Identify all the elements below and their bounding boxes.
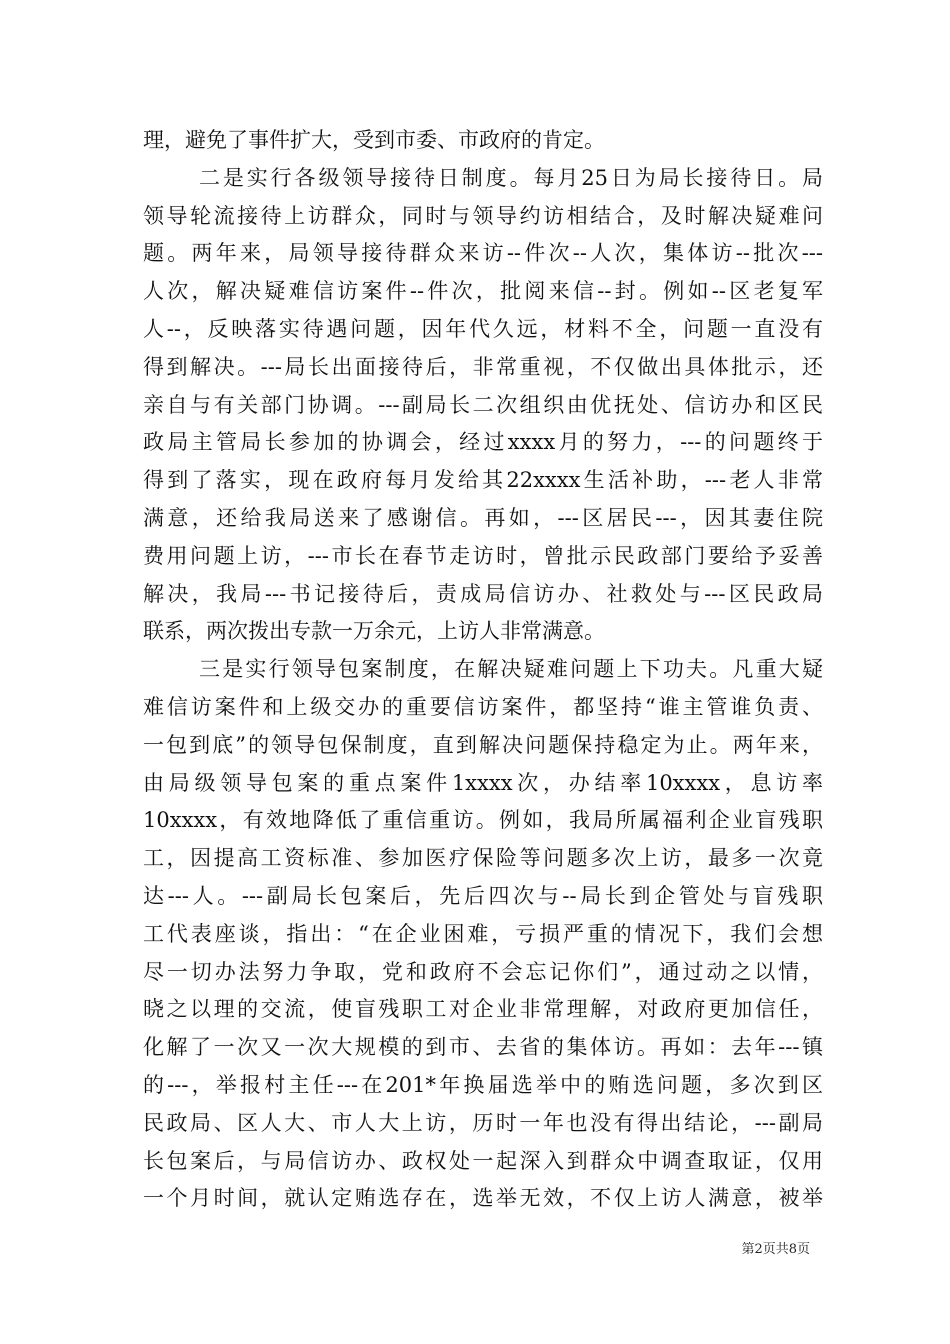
text-line: 民政局、区人大、市人大上访，历时一年也没有得出结论，---副局 bbox=[143, 1110, 823, 1135]
text-line: 满意，还给我局送来了感谢信。再如，---区居民---，因其妻住院 bbox=[143, 505, 823, 530]
text-line: 题。两年来，局领导接待群众来访--件次--人次，集体访--批次--- bbox=[143, 241, 823, 266]
text-line: 人--，反映落实待遇问题，因年代久远，材料不全，问题一直没有 bbox=[143, 316, 823, 341]
text-line: 联系，两次拨出专款一万余元，上访人非常满意。 bbox=[143, 619, 605, 644]
paragraph-start-line: 三是实行领导包案制度，在解决疑难问题上下功夫。凡重大疑 bbox=[199, 657, 823, 682]
text-line: 解决，我局---书记接待后，责成局信访办、社救处与---区民政局 bbox=[143, 581, 823, 606]
text-line: 费用问题上访，---市长在春节走访时，曾批示民政部门要给予妥善 bbox=[143, 543, 823, 568]
text-line: 人次，解决疑难信访案件--件次，批阅来信--封。例如--区老复军 bbox=[143, 279, 823, 304]
text-line: 难信访案件和上级交办的重要信访案件，都坚持“谁主管谁负责、 bbox=[143, 694, 823, 719]
text-line: 一个月时间，就认定贿选存在，选举无效，不仅上访人满意，被举 bbox=[143, 1186, 823, 1211]
text-line: 工代表座谈，指出：“在企业困难，亏损严重的情况下，我们会想 bbox=[143, 921, 823, 946]
text-line: 尽一切办法努力争取，党和政府不会忘记你们”，通过动之以情， bbox=[143, 959, 823, 984]
text-line: 晓之以理的交流，使盲残职工对企业非常理解，对政府更加信任， bbox=[143, 997, 823, 1022]
paragraph-start-line: 二是实行各级领导接待日制度。每月25日为局长接待日。局 bbox=[199, 165, 823, 190]
text-line: 政局主管局长参加的协调会，经过xxxx月的努力，---的问题终于 bbox=[143, 430, 823, 455]
text-line: 一包到底”的领导包保制度，直到解决问题保持稳定为止。两年来， bbox=[143, 732, 823, 757]
text-line: 得到解决。---局长出面接待后，非常重视，不仅做出具体批示，还 bbox=[143, 354, 823, 379]
text-line: 达---人。---副局长包案后，先后四次与--局长到企管处与盲残职 bbox=[143, 883, 823, 908]
text-line: 的---，举报村主任---在201*年换届选举中的贿选问题，多次到区 bbox=[143, 1072, 823, 1097]
page-number-footer: 第2页共8页 bbox=[741, 1242, 810, 1257]
text-line: 领导轮流接待上访群众，同时与领导约访相结合，及时解决疑难问 bbox=[143, 203, 823, 228]
text-line: 化解了一次又一次大规模的到市、去省的集体访。再如：去年---镇 bbox=[143, 1035, 823, 1060]
text-line: 亲自与有关部门协调。---副局长二次组织由优抚处、信访办和区民 bbox=[143, 392, 823, 417]
text-line: 工，因提高工资标准、参加医疗保险等问题多次上访，最多一次竟 bbox=[143, 846, 823, 871]
text-line: 由局级领导包案的重点案件1xxxx次，办结率10xxxx，息访率 bbox=[143, 770, 823, 795]
text-line: 10xxxx，有效地降低了重信重访。例如，我局所属福利企业盲残职 bbox=[143, 808, 823, 833]
text-line: 理，避免了事件扩大，受到市委、市政府的肯定。 bbox=[143, 128, 605, 152]
text-line: 长包案后，与局信访办、政权处一起深入到群众中调查取证，仅用 bbox=[143, 1148, 823, 1173]
text-line: 得到了落实，现在政府每月发给其22xxxx生活补助，---老人非常 bbox=[143, 468, 823, 493]
body-text bbox=[143, 122, 823, 1218]
